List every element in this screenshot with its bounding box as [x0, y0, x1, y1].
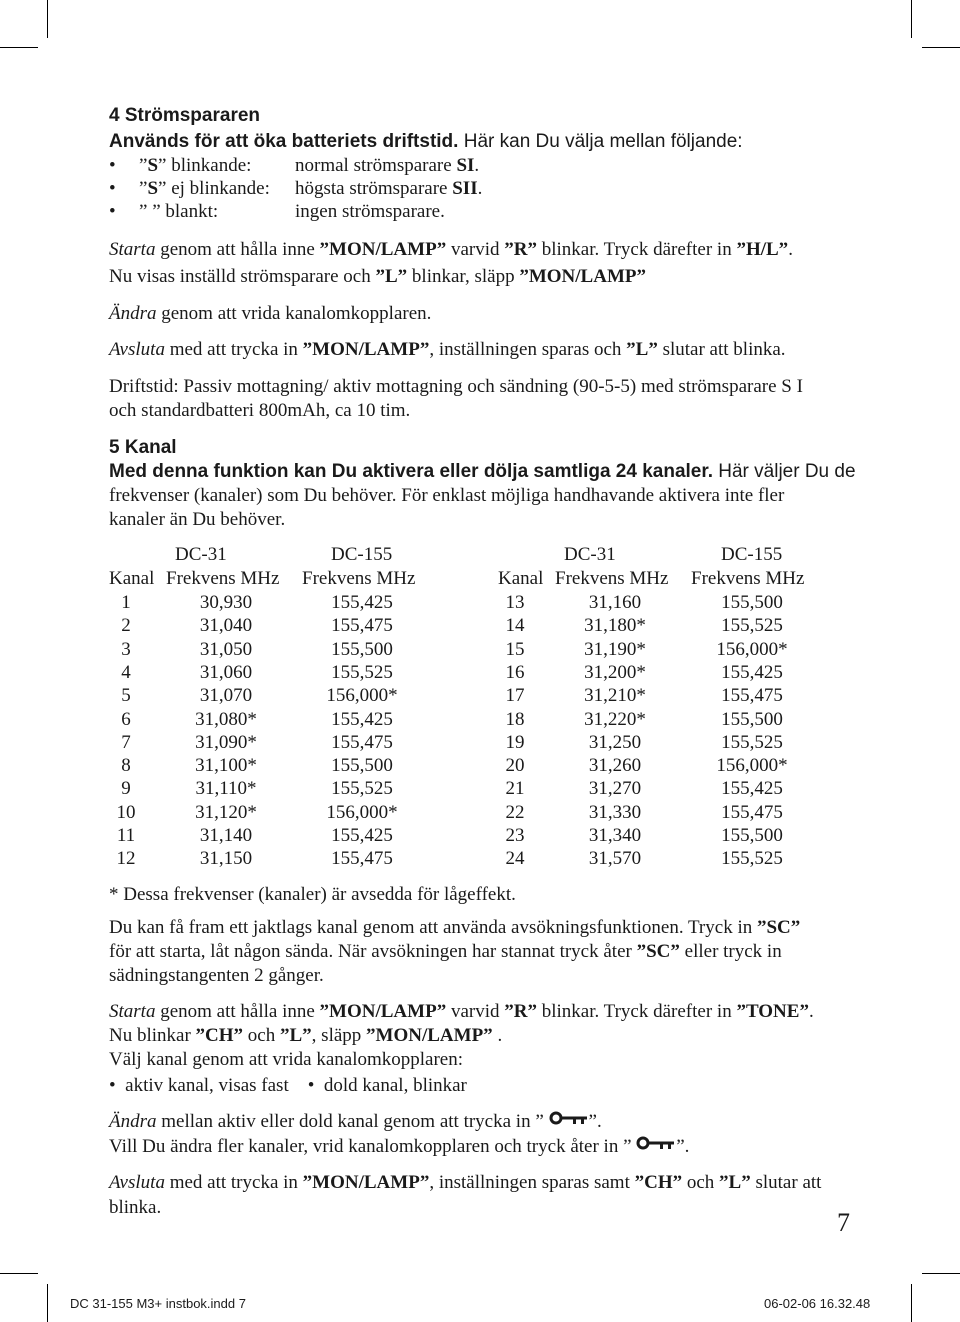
left-table-row-11-col-1: 11 [116, 825, 136, 846]
left-table-row-7-col-2: 31,090* [195, 731, 257, 753]
section-5-intro-3: kanaler än Du behöver. [109, 509, 286, 530]
page-number: 7 [837, 1208, 850, 1237]
left-table-row-9-col-3: 155,525 [331, 778, 393, 800]
section-5-intro-2: frekvenser (kanaler) som Du behöver. För enklast möjliga handhavande aktivera inte fler [109, 485, 785, 506]
right-table-row-12-col-3: 155,525 [721, 848, 783, 870]
hunt-line-3: sädningstangenten 2 gånger. [109, 965, 324, 986]
right-table-row-6-col-1: 18 [505, 708, 525, 730]
right-table-row-4-col-3: 155,425 [721, 661, 783, 683]
left-table-row-2-col-3: 155,475 [331, 615, 393, 637]
right-table-row-2-col-3: 155,525 [721, 615, 783, 637]
left-table-row-10-col-2: 31,120* [195, 801, 257, 823]
right-table-row-5-col-3: 155,475 [721, 685, 783, 707]
right-table-row-12-col-1: 24 [505, 848, 525, 870]
right-table-row-9-col-2: 31,270 [588, 778, 642, 800]
left-table-row-8-col-1: 8 [121, 755, 131, 777]
left-table-row-4-col-2: 31,060 [199, 661, 253, 683]
left-table-row-9-col-2: 31,110* [195, 778, 257, 800]
header-dc155-left: DC-155 [331, 544, 393, 565]
left-table-row-12-col-1: 12 [116, 848, 136, 870]
right-table-row-2-col-1: 14 [505, 615, 525, 637]
left-table-row-1-col-3: 155,425 [331, 592, 393, 613]
right-table-row-3-col-2: 31,190* [584, 638, 646, 660]
left-table-row-8-col-3: 155,500 [331, 755, 393, 777]
runtime-line-2: och standardbatteri 800mAh, ca 10 tim. [109, 400, 411, 421]
right-table-row-8-col-1: 20 [505, 755, 525, 777]
left-table-row-7-col-1: 7 [121, 731, 131, 753]
crop-mark-bottom-left [47, 1284, 48, 1322]
power-start-line: Starta genom att hålla inne ”MON/LAMP” varvid ”R” blinkar. Tryck därefter in ”H/L”. [109, 239, 793, 260]
channel-start-line: Starta genom att hålla inne ”MON/LAMP” varvid ”R” blinkar. Tryck därefter in ”TONE”. [109, 1001, 814, 1022]
left-table-row-10-col-1: 10 [116, 801, 136, 823]
col-freq-dc155-right: Frekvens MHz [691, 568, 805, 589]
left-table-row-2-col-2: 31,040 [199, 615, 253, 637]
footer-date: 06-02-06 16.32.48 [764, 1296, 871, 1311]
section-5-heading: 5 Kanal [109, 437, 177, 458]
hunt-line-1: Du kan få fram ett jaktlags kanal genom att använda avsökningsfunktionen. Tryck in ”SC” [109, 917, 801, 938]
right-table-row-5-col-2: 31,210* [584, 685, 646, 707]
right-table-row-3-col-3: 156,000* [716, 638, 788, 660]
channel-change-line-2: Vill Du ändra fler kanaler, vrid kanalomkopplaren och tryck åter in ” ”. [109, 1136, 690, 1157]
right-table-row-11-col-2: 31,340 [588, 825, 642, 846]
col-kanal-right: Kanal [498, 568, 544, 589]
right-table-row-6-col-2: 31,220* [584, 708, 646, 730]
right-table-row-1-col-3: 155,500 [721, 592, 783, 613]
channel-end-line: Avsluta med att trycka in ”MON/LAMP”, inställningen sparas samt ”CH” och ”L” slutar att [109, 1172, 822, 1193]
right-table-row-1-col-2: 31,160 [588, 592, 642, 613]
left-table-row-3-col-1: 3 [121, 638, 131, 660]
right-table-row-9-col-1: 21 [505, 778, 525, 800]
right-table-row-3-col-1: 15 [505, 638, 525, 660]
right-table-row-6-col-3: 155,500 [721, 708, 783, 730]
crop-mark-top-left-h [0, 47, 38, 48]
channel-start-line-2: Nu blinkar ”CH” och ”L”, släpp ”MON/LAMP” . [109, 1025, 503, 1046]
crop-mark-top-right-h [922, 47, 960, 48]
left-table-row-1-col-1: 1 [121, 592, 131, 613]
right-table-row-10-col-3: 155,475 [721, 801, 783, 823]
table-footnote: * Dessa frekvenser (kanaler) är avsedda för lågeffekt. [109, 884, 516, 905]
right-table-row-5-col-1: 17 [505, 685, 525, 707]
right-table-row-7-col-1: 19 [505, 731, 525, 753]
left-table-row-11-col-3: 155,425 [331, 825, 393, 846]
right-table-row-11-col-3: 155,500 [721, 825, 783, 846]
power-change-line: Ändra genom att vrida kanalomkopplaren. [109, 303, 432, 324]
left-table-row-5-col-3: 156,000* [326, 685, 398, 707]
header-dc31-right: DC-31 [564, 544, 616, 565]
right-table-row-7-col-2: 31,250 [588, 731, 642, 753]
right-table-row-1-col-1: 13 [505, 592, 525, 613]
runtime-line-1: Driftstid: Passiv mottagning/ aktiv mottagning och sändning (90-5-5) med strömsparare S I [109, 376, 803, 397]
footer-file: DC 31-155 M3+ instbok.indd 7 [70, 1296, 246, 1311]
left-table-row-7-col-3: 155,475 [331, 731, 393, 753]
right-table-row-7-col-3: 155,525 [721, 731, 783, 753]
channel-options: • aktiv kanal, visas fast • dold kanal, blinkar [109, 1075, 467, 1096]
left-table-row-6-col-1: 6 [121, 708, 131, 730]
crop-mark-bottom-right [911, 1284, 912, 1322]
power-end-line: Avsluta med att trycka in ”MON/LAMP”, inställningen sparas och ”L” slutar att blinka. [109, 339, 786, 360]
left-table-row-3-col-3: 155,500 [331, 638, 393, 660]
left-table-row-1-col-2: 30,930 [199, 592, 253, 613]
right-table-row-8-col-3: 156,000* [716, 755, 788, 777]
left-table-row-9-col-1: 9 [121, 778, 131, 800]
right-table-row-10-col-1: 22 [505, 801, 525, 823]
power-shown-line: Nu visas inställd strömsparare och ”L” blinkar, släpp ”MON/LAMP” [109, 266, 646, 287]
right-table-row-12-col-2: 31,570 [588, 848, 642, 870]
left-table-row-4-col-3: 155,525 [331, 661, 393, 683]
crop-mark-top-right [911, 0, 912, 38]
col-freq-dc31-left: Frekvens MHz [166, 568, 280, 589]
right-table-row-8-col-2: 31,260 [588, 755, 642, 777]
section-5-intro: Med denna funktion kan Du aktivera eller dölja samtliga 24 kanaler. Här väljer Du de [109, 461, 856, 482]
header-dc31-left: DC-31 [175, 544, 227, 565]
hunt-line-2: för att starta, låt någon sända. När avsökningen har stannat tryck åter ”SC” eller tryck in [109, 941, 782, 962]
header-dc155-right: DC-155 [721, 544, 783, 565]
right-table-row-2-col-2: 31,180* [584, 615, 646, 637]
key-icon [549, 1111, 589, 1125]
channel-start-line-3: Välj kanal genom att vrida kanalomkopplaren: [109, 1049, 464, 1070]
col-kanal-left: Kanal [109, 568, 155, 589]
option-hidden: dold kanal, blinkar [323, 1075, 467, 1096]
left-table-row-5-col-2: 31,070 [199, 685, 253, 707]
left-table-row-11-col-2: 31,140 [199, 825, 253, 846]
channel-end-line-2: blinka. [109, 1197, 162, 1218]
left-table-row-10-col-3: 156,000* [326, 801, 398, 823]
section-4-intro: Används för att öka batteriets driftstid. Här kan Du välja mellan följande: [109, 131, 743, 152]
crop-mark-bottom-left-h [0, 1273, 38, 1274]
left-table-row-12-col-2: 31,150 [199, 848, 253, 870]
right-table-row-4-col-1: 16 [505, 661, 525, 683]
left-table-row-3-col-2: 31,050 [199, 638, 253, 660]
right-table-row-11-col-1: 23 [505, 825, 525, 846]
col-freq-dc155-left: Frekvens MHz [302, 568, 416, 589]
left-table-row-5-col-1: 5 [121, 685, 131, 707]
option-active: aktiv kanal, visas fast [125, 1075, 289, 1096]
left-table-row-8-col-2: 31,100* [195, 755, 257, 777]
right-table-row-10-col-2: 31,330 [588, 801, 642, 823]
channel-change-line: Ändra mellan aktiv eller dold kanal genom att trycka in ” ”. [109, 1111, 602, 1132]
crop-mark-top-left [47, 0, 48, 38]
left-table-row-6-col-3: 155,425 [331, 708, 393, 730]
key-icon [636, 1136, 676, 1150]
left-table-row-6-col-2: 31,080* [195, 708, 257, 730]
col-freq-dc31-right: Frekvens MHz [555, 568, 669, 589]
left-table-row-4-col-1: 4 [121, 661, 131, 683]
right-table-row-4-col-2: 31,200* [584, 661, 646, 683]
left-table-row-12-col-3: 155,475 [331, 848, 393, 870]
right-table-row-9-col-3: 155,425 [721, 778, 783, 800]
section-4-heading: 4 Strömspararen [109, 105, 261, 126]
left-table-row-2-col-1: 2 [121, 615, 131, 637]
crop-mark-bottom-right-h [922, 1273, 960, 1274]
